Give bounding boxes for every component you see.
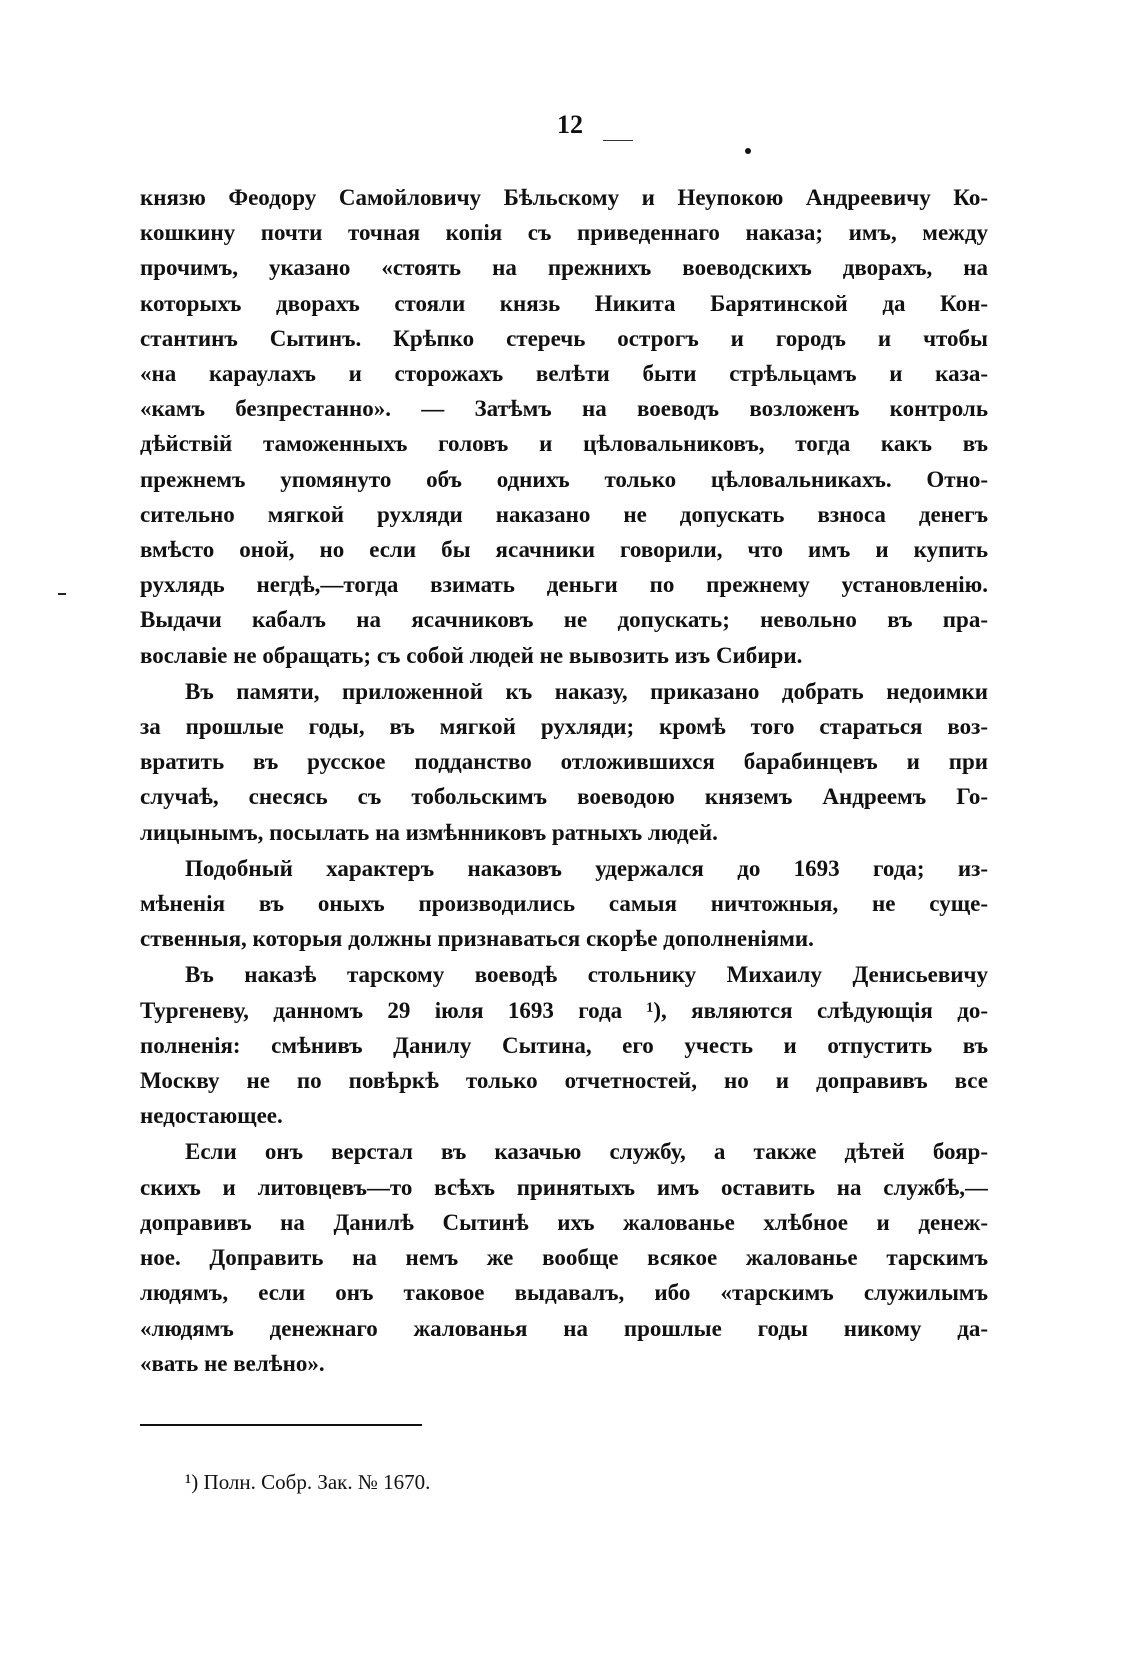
text-line: людямъ, если онъ таковое выдавалъ, ибо «тарскимъ служилымъ — [140, 1280, 988, 1306]
text-line: прежнемъ упомянуто объ однихъ только цѣловальникахъ. Отно- — [140, 466, 988, 492]
text-line: недостающее. — [140, 1103, 283, 1129]
text-line: скихъ и литовцевъ—то всѣхъ принятыхъ имъ оставить на службѣ,— — [140, 1174, 988, 1200]
text-line: ственныя, которыя должны признаваться скорѣе дополненіями. — [140, 926, 814, 952]
text-line: Въ наказѣ тарскому воеводѣ стольнику Михаилу Денисьевичу — [185, 962, 988, 988]
paragraph — [140, 1134, 988, 1380]
text-line: «вать не велѣно». — [140, 1350, 325, 1376]
text-line: Москву не по повѣркѣ только отчетностей, но и доправивъ все — [140, 1068, 988, 1094]
text-line: Если онъ верстал въ казачью службу, а также дѣтей бояр- — [185, 1139, 988, 1165]
header-dash — [603, 140, 633, 141]
paragraph — [140, 180, 988, 673]
text-line: Выдачи кабалъ на ясачниковъ не допускать; невольно въ пра- — [140, 607, 988, 633]
paragraph — [140, 957, 988, 1133]
text-line: вратить въ русское подданство отложившихся барабинцевъ и при — [140, 749, 988, 775]
text-line: «камъ безпрестанно». — Затѣмъ на воеводъ возложенъ контроль — [140, 396, 988, 422]
footnote: ¹) Полн. Собр. Зак. № 1670. — [185, 1470, 431, 1494]
text-line: доправивъ на Данилѣ Сытинѣ ихъ жалованье хлѣбное и денеж- — [140, 1209, 988, 1235]
text-line: Въ памяти, приложенной къ наказу, приказано добрать недоимки — [185, 678, 988, 704]
header-dot — [745, 148, 751, 154]
text-line: Подобный характеръ наказовъ удержался до 1693 года; из- — [185, 855, 988, 881]
footnote-rule — [140, 1424, 422, 1426]
text-line: рухлядь негдѣ,—тогда взимать деньги по прежнему установленію. — [140, 572, 988, 598]
text-line: лицынымъ, посылать на измѣнниковъ ратныхъ людей. — [140, 819, 718, 845]
text-line: «на караулахъ и сторожахъ велѣти быти стрѣльцамъ и каза- — [140, 361, 988, 387]
text-line: полненія: смѣнивъ Данилу Сытина, его учесть и отпустить въ — [140, 1032, 988, 1058]
text-line: дѣйствій таможенныхъ головъ и цѣловальниковъ, тогда какъ въ — [140, 431, 988, 457]
text-line: за прошлые годы, въ мягкой рухляди; кромѣ того стараться воз- — [140, 714, 988, 740]
text-line: случаѣ, снесясь съ тобольскимъ воеводою княземъ Андреемъ Го- — [140, 784, 988, 810]
text-line: «людямъ денежнаго жалованья на прошлые годы никому да- — [140, 1315, 988, 1341]
text-line: стантинъ Сытинъ. Крѣпко стеречь острогъ и городъ и чтобы — [140, 325, 988, 351]
text-line: вмѣсто оной, но если бы ясачники говорили, что имъ и купить — [140, 537, 988, 563]
text-line: Тургеневу, данномъ 29 іюля 1693 года ¹), являются слѣдующія до- — [140, 997, 988, 1023]
text-line: ное. Доправить на немъ же вообще всякое жалованье тарскимъ — [140, 1245, 988, 1271]
paragraph — [140, 851, 988, 957]
margin-mark — [58, 593, 66, 595]
text-line: мѣненія въ оныхъ производились самыя ничтожныя, не суще- — [140, 891, 988, 917]
body-text — [140, 180, 988, 1382]
text-line: сительно мягкой рухляди наказано не допускать взноса денегъ — [140, 501, 988, 527]
text-line: прочимъ, указано «стоять на прежнихъ воеводскихъ дворахъ, на — [140, 255, 988, 281]
text-line: князю Феодору Самойловичу Бѣльскому и Неупокою Андреевичу Ко- — [140, 185, 988, 210]
paragraph — [140, 674, 988, 850]
page-number: 12 — [557, 110, 583, 139]
text-line: которыхъ дворахъ стояли князь Никита Барятинской да Кон- — [140, 290, 988, 316]
text-line: кошкину почти точная копія съ приведеннаго наказа; имъ, между — [140, 220, 988, 246]
text-line: вославіе не обращать; съ собой людей не вывозить изъ Сибири. — [140, 642, 803, 668]
